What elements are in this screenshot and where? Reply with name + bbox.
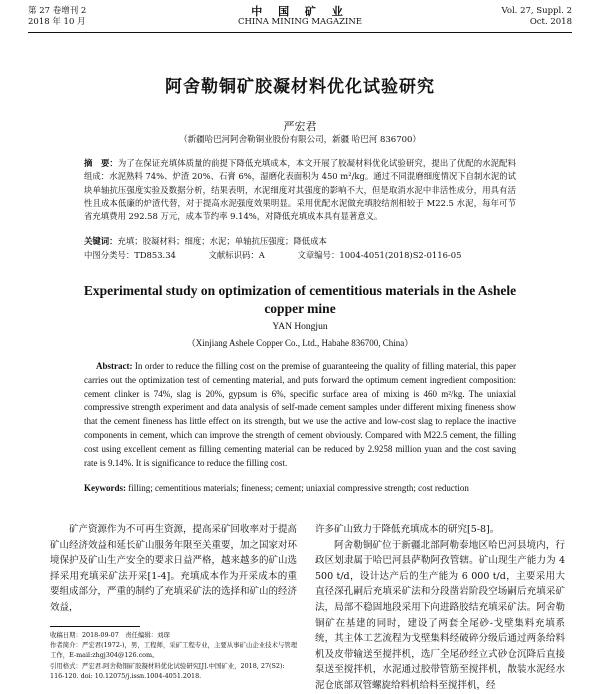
paper-title-en: Experimental study on optimization of cementitious materials in the Ashele copper mine (83, 283, 517, 316)
header-center (28, 6, 572, 28)
keywords-en-label: Keywords: (84, 483, 126, 493)
keywords-zh-text: 充填；胶凝材料；细度；水泥；单轴抗压强度；降低成本 (117, 236, 327, 246)
body-left-column: 矿产资源作为不可再生资源，提高采矿回收率对于提高矿山经济效益和延长矿山服务年限至关重要，加之国家对环境保护及矿山生产安全的要求日益严格，越来越多的矿山选择采用充填采矿法开采[1-4]。充填成本作为开采成本的重要组成部分，严重的制约了充填采矿法的选择和矿山的经济效益， (50, 524, 298, 613)
journal-name-zh: 中 国 矿 业 (251, 5, 349, 18)
volume-en: Vol. 27, Suppl. 2 (501, 6, 572, 16)
article-number: 文章编号：1004-4051(2018)S2-0116-05 (297, 250, 462, 260)
body-right-paragraph-1: 许多矿山致力于降低充填成本的研究[5-8]。 (315, 524, 500, 535)
footnote-rule (50, 626, 140, 627)
doc-code: 文献标识码：A (208, 250, 265, 260)
keywords-zh (84, 235, 516, 248)
abstract-en (84, 360, 516, 470)
header-right (501, 6, 572, 28)
keywords-en (84, 482, 516, 496)
abstract-zh-text: 为了在保证充填体质量的前提下降低充填成本，本文开展了胶凝材料优化试验研究，提出了优配的水泥配料组成：水泥熟料 74%、炉渣 20%、石膏 6%，湿磨化表面积为 450 m²/kg。通过不同混磨细度情况下自制水泥的试块单轴抗压强度实验及数据分析，结果表明，水泥细度对其强度的影响不大，但是取消水泥中非活性成分，用具有活性且成本低廉的炉渣代替，对于提高水泥强度效果明显。采用优配水泥做充填胶结剂相较于 M22.5 水泥，每年可节省充填费用 292.58 万元，成本节约率 9.14%，对降低充填成本具有显著意义。 (84, 158, 516, 222)
footnote-received: 收稿日期：2018-09-07 责任编辑：刘琛 (50, 631, 170, 639)
paper-title-zh: 阿舍勒铜矿胶凝材料优化试验研究 (165, 77, 435, 97)
author-zh: 严宏君 (283, 120, 317, 133)
footnote-citation: 引用格式：严宏君.阿舍勒铜矿胶凝材料优化试验研究[J].中国矿业，2018, 27(S2): 116-120. doi: 10.12075/j.issn.1004-4051.2018. (50, 661, 285, 680)
abstract-zh (84, 157, 516, 223)
header-rule (28, 32, 572, 33)
affiliation-zh: （新疆哈巴河阿舍勒铜业股份有限公司，新疆 哈巴河 836700） (179, 135, 421, 145)
affiliation-en: （Xinjiang Ashele Copper Co., Ltd., Habahe 836700, China） (186, 338, 414, 348)
classification-zh (84, 249, 516, 262)
body-right-paragraph-2: 阿舍勒铜矿位于新疆北部阿勒泰地区哈巴河县境内，行政区划隶属于哈巴河县萨勒阿孜管辖。矿山现生产能力为 4 500 t/d，设计达产后的生产能为 6 000 t/d，主要采用大直径深孔嗣后充填采矿法和分段凿岩阶段空场嗣后充填采矿法，局部不稳固地段采用下向进路胶结充填采矿法。阿舍勒铜矿在基建的同时，建设了两套全尾砂-戈壁集料充填系统，其主体工艺流程为戈壁集料经破碎分级后通过两条给料机及皮带输送至搅拌机，选厂全尾砂经立式砂仓沉降后直接泵送至搅拌机，水泥通过胶带管筋至搅拌机，散装水泥经水泥仓底部双管螺旋给料机给料至搅拌机，经 (315, 539, 565, 691)
author-en: YAN Hongjun (272, 322, 328, 332)
abstract-en-text: In order to reduce the filling cost on the premise of guaranteeing the quality of filling material, this paper carries out the optimization test of cementing material, and puts forward the optimum cement ingredient composition: cement clinker is 74%, slag is 20%, gypsum is 6%, specific surface area of mixing is 460 m²/kg. The uniaxial compressive strength experiment and data analysis of self-made cement samples under different mixing fineness show that the cement fineness has little effect on its strength, but we use the active and low-cost slag to replace the inactive components in cement, which can improve the strength of cement obviously. Compared with M22.5 cement, the filling cost using excellent cement as filling cementing material can be reduced by 2.9258 million yuan and the cost saving rate is 9.14%. It is significance to reduce the filling cost. (84, 361, 516, 468)
clc-number: 中图分类号：TD853.34 (84, 250, 176, 260)
journal-name-en: CHINA MINING MAGAZINE (237, 17, 362, 27)
keywords-en-text: filling; cementitious materials; fineness; cement; uniaxial compressive strength; cost reduction (128, 483, 469, 493)
date-zh: 2018 年 10 月 (28, 17, 86, 27)
body-right-column (315, 522, 565, 694)
footnote-author-info: 作者简介：严宏君(1972-)，男，工程师，采矿工程专业，主要从事矿山企业技术与管理工作，E-mail:zhgj304@126.com。 (50, 641, 298, 660)
footnotes (50, 630, 300, 681)
keywords-zh-label: 关键词： (84, 236, 118, 246)
header-bar (28, 6, 572, 34)
abstract-en-label: Abstract: (96, 361, 133, 371)
abstract-zh-label: 摘 要： (84, 158, 118, 168)
date-en: Oct. 2018 (529, 17, 572, 27)
volume-zh: 第 27 卷增刊 2 (28, 6, 87, 16)
